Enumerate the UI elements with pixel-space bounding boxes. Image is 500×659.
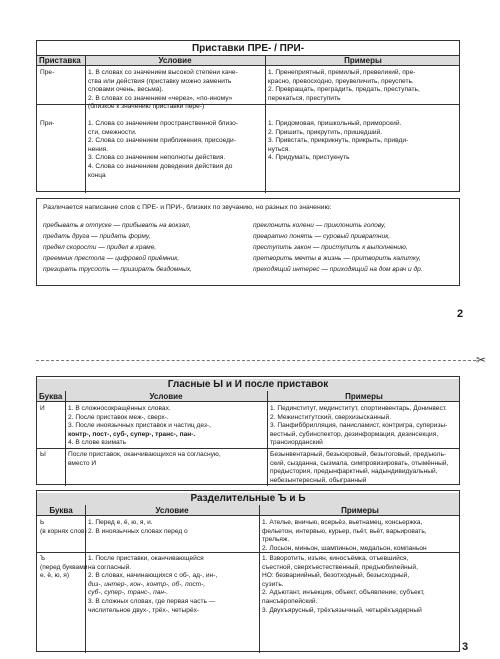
glasnye-title: Гласные Ы и И после приставок [37, 379, 459, 392]
hard-sign-letter: Ъ (перед буквами е, ё, ю, я) [40, 555, 88, 580]
razdel-header-condition: Условие [155, 506, 189, 515]
razdel-table [36, 490, 460, 652]
paronyms-box [36, 198, 460, 286]
letter-i: И [40, 405, 45, 412]
header-condition: Условие [158, 56, 192, 65]
y-examples: Безынвентарный, безыскровый, безытоговый, предъюль- ский, сызданна, сызмала, симпровизировать, отымённый, предыстория, предынфарктный, надындивидуальный, небезынтересный, обыгранный [270, 451, 449, 484]
i-condition: 1. В сложносокращённых словах. 2. После приставок меж-, сверх-. 3. После иноязычных приставок и частиц дез-, контр-, пост-, суб-, супер-, транс-, пан-. 4. В слове взимать [68, 405, 211, 447]
razdel-header-letter: Буква [49, 506, 73, 515]
header-prefix: Приставка [39, 56, 81, 65]
glasnye-header-condition: Условие [149, 392, 183, 401]
paronyms-left-list: пребывать в отпуске — прибывать на вокзал, предать друга — придать форму, предел скорости — придел в храме, преемник престола — цифровой приёмник, презирать трусость — призирать бездомных, [43, 222, 192, 273]
cut-line [36, 360, 476, 361]
pre-condition: 1. В словах со значением высокой степени каче- ства или действия (приставку можно заменить словами очень, весьма). 2. В словах со значением «через», «по-иному» (близкое к значению приставки пере-) [88, 69, 238, 111]
header-examples: Примеры [344, 56, 382, 65]
pre-pri-title: Приставки ПРЕ- / ПРИ- [191, 43, 305, 54]
razdel-title: Разделительные Ъ и Ь [37, 493, 459, 506]
soft-sign-examples: 1. Ателье, вничью, всерьёз, вьетнамец, консьержка, фельетон, интервью, курьер, пьёт, вьёт, варьировать, трельяж. 2. Лосьон, миньон, шампиньон, медальон, компаньон [262, 519, 427, 552]
paronyms-intro: Различается написание слов с ПРЕ- и ПРИ-, близких по звучанию, но разных по значению: [43, 204, 332, 211]
prefix-pri: При- [40, 120, 55, 127]
page-number-top: 2 [457, 308, 464, 320]
razdel-header-examples: Примеры [341, 506, 379, 515]
soft-sign-letter: Ь (в корнях слов) [40, 519, 87, 535]
scissors-icon: ✂ [476, 353, 487, 367]
glasnye-table [36, 376, 460, 485]
i-examples: 1. Пединститут, мединститут, спортинвентарь, Донинвест. 2. Межинститутский, сверхизысканный. 3. Панфиббрилляция, панисламист, контригра, суперизы- вестный, субинспектор, дезинформация, дезинсекция, трансиорданский [270, 405, 448, 447]
hard-sign-condition: 1. После приставки, оканчивающейся на согласный. 2. В словах, начинающихся с об-, ад-, ин-, диз-, интер-, кон-, контр-, об-, пост-, суб-, супер-, транс-, пан-. 3. В сложных словах, где первая часть — числительное двух-, трёх-, четырёх- [88, 555, 218, 614]
letter-y: Ы [40, 451, 46, 458]
hard-sign-examples: 1. Взворотить, изъян, киносъёмка, отъевшийся, съестной, сверхъестественный, предъюбилейный, НО: безвариийный, безотходный, безысходный, сузить. 2. Адъютант, инъекция, объект, объявление, субъект, пансъвропейский. 3. Двухъярусный, трёхъязычный, четырёхъядерный [262, 555, 425, 614]
y-condition: После приставок, оканчивающихся на согласную, вместо И [68, 451, 221, 467]
glasnye-header-letter: Буква [39, 392, 63, 401]
pre-examples: 1. Пренеприятный, премилый, превеликий, пре- красно, превосходно, преувеличить, преуспеть. 2. Превращать, преградить, предать, преступать, перекаться, преступить [268, 69, 420, 102]
prefix-pre: Пре- [40, 69, 55, 76]
pri-condition: 1. Слова со значением пространственной близо- сти, смежности. 2. Слова со значением приближения, присоеди- нения. 3. Слова со значением неполноты действия. 4. Слова со значением доведения действия до конца [88, 120, 239, 179]
glasnye-header-examples: Примеры [345, 392, 383, 401]
paronyms-right-list: преклонить колени — приклонить голову, превратно понять — суровый привратник, преступить закон — приступить к выполнению, претворить мечты в жизнь — притворить калитку, преходящий интерес — приходящий на дом врач и др. [253, 222, 423, 273]
soft-sign-condition: 1. Перед е, ё, ю, я, и. 2. В иноязычных словах перед о [88, 519, 188, 535]
pri-examples: 1. Придомовая, пришкольный, приморский. 2. Пришить, прикрутить, пришедший. 3. Привстать, прикрикнуть, прикрыть, привди- нуться. 4. Придумать, пристукнуть [268, 120, 409, 162]
page-number-bottom: 3 [462, 641, 469, 653]
pre-pri-table [36, 40, 460, 192]
